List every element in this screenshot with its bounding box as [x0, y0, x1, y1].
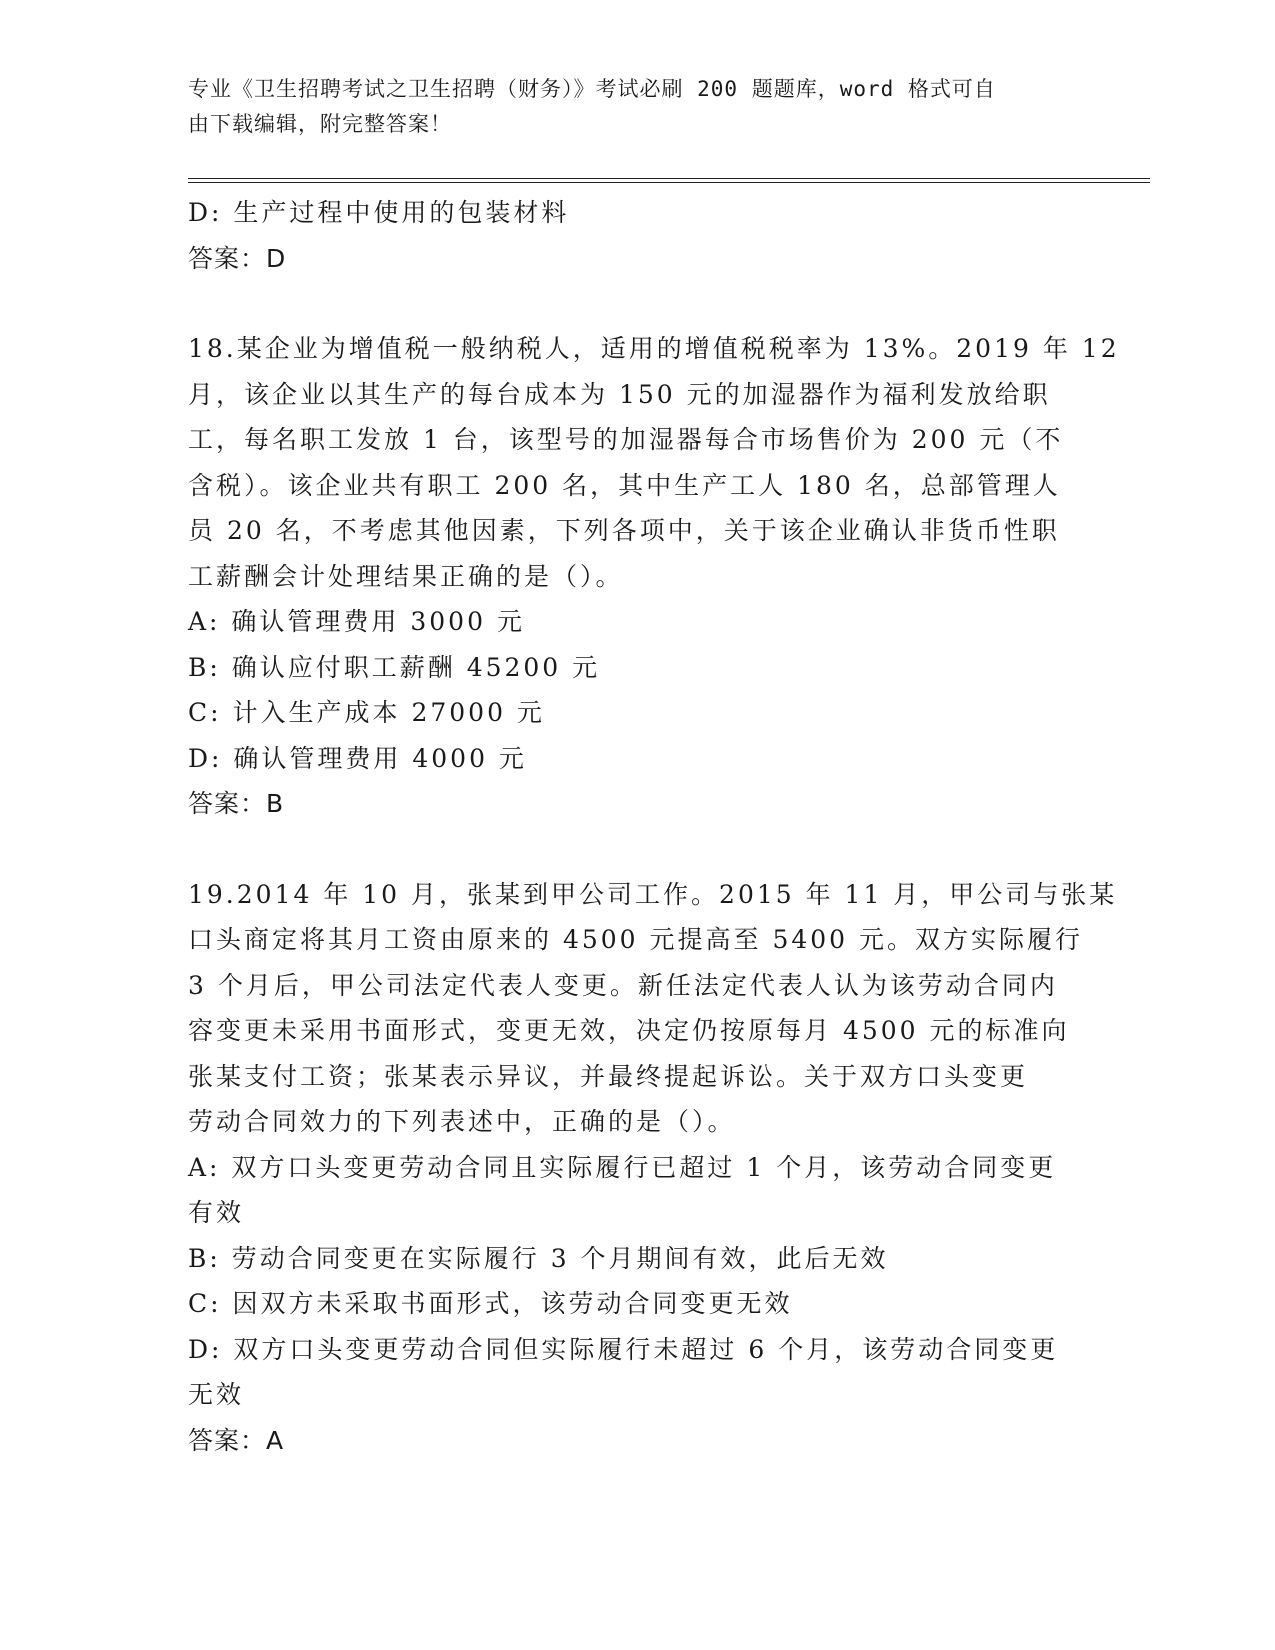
previous-question	[188, 190, 1083, 281]
option-a: A: 确认管理费用 3000 元	[188, 607, 525, 636]
question-stem-line: 3 个月后，甲公司法定代表人变更。新任法定代表人认为该劳动合同内	[188, 970, 1058, 1000]
header-line-2: 由下载编辑，附完整答案！	[188, 112, 452, 136]
header-divider	[188, 178, 1150, 183]
option-c: C: 计入生产成本 27000 元	[188, 698, 545, 727]
spacer	[188, 827, 1083, 872]
spacer	[188, 281, 1083, 326]
question-stem-line: 员 20 名，不考虑其他因素，下列各项中，关于该企业确认非货币性职	[188, 516, 1060, 545]
question-stem-line: 工，每名职工发放 1 台，该型号的加湿器每合市场售价为 200 元（不	[188, 425, 1064, 454]
option-d: D: 双方口头变更劳动合同但实际履行未超过 6 个月，该劳动合同变更	[188, 1334, 1059, 1364]
question-stem-line: 工薪酬会计处理结果正确的是（）。	[188, 561, 624, 591]
answer-line: 答案：A	[188, 1425, 285, 1455]
option-d: D: 生产过程中使用的包装材料	[188, 198, 570, 227]
question-stem-line: 18.某企业为增值税一般纳税人，适用的增值税税率为 13%。2019 年 12	[188, 334, 1120, 363]
question-stem-line: 张某支付工资；张某表示异议，并最终提起诉讼。关于双方口头变更	[188, 1061, 1029, 1091]
document-body	[188, 190, 1120, 1463]
question-stem-line: 月，该企业以其生产的每台成本为 150 元的加湿器作为福利发放给职	[188, 379, 1051, 409]
option-d-continued: 无效	[188, 1380, 245, 1409]
question-stem-line: 含税）。该企业共有职工 200 名，其中生产工人 180 名，总部管理人	[188, 470, 1061, 500]
document-header	[188, 72, 1068, 142]
answer-line: 答案：B	[188, 789, 285, 818]
option-b: B: 劳动合同变更在实际履行 3 个月期间有效，此后无效	[188, 1243, 889, 1273]
option-a: A: 双方口头变更劳动合同且实际履行已超过 1 个月，该劳动合同变更	[188, 1152, 1057, 1182]
question-18	[188, 326, 1120, 827]
option-d: D: 确认管理费用 4000 元	[188, 743, 527, 773]
question-stem-line: 口头商定将其月工资由原来的 4500 元提高至 5400 元。双方实际履行	[188, 925, 1084, 954]
option-c: C: 因双方未采取书面形式，该劳动合同变更无效	[188, 1289, 793, 1318]
option-b: B: 确认应付职工薪酬 45200 元	[188, 652, 601, 682]
question-stem-line: 容变更未采用书面形式，变更无效，决定仍按原每月 4500 元的标准向	[188, 1016, 1070, 1045]
question-stem-line: 19.2014 年 10 月，张某到甲公司工作。2015 年 11 月，甲公司与张某	[188, 879, 1118, 909]
option-a-continued: 有效	[188, 1198, 245, 1227]
question-19	[188, 872, 1118, 1464]
question-stem-line: 劳动合同效力的下列表述中，正确的是（）。	[188, 1107, 736, 1136]
header-line-1: 专业《卫生招聘考试之卫生招聘（财务）》考试必刷 200 题题库，word 格式可自	[188, 77, 996, 101]
answer-line: 答案：D	[188, 243, 287, 273]
